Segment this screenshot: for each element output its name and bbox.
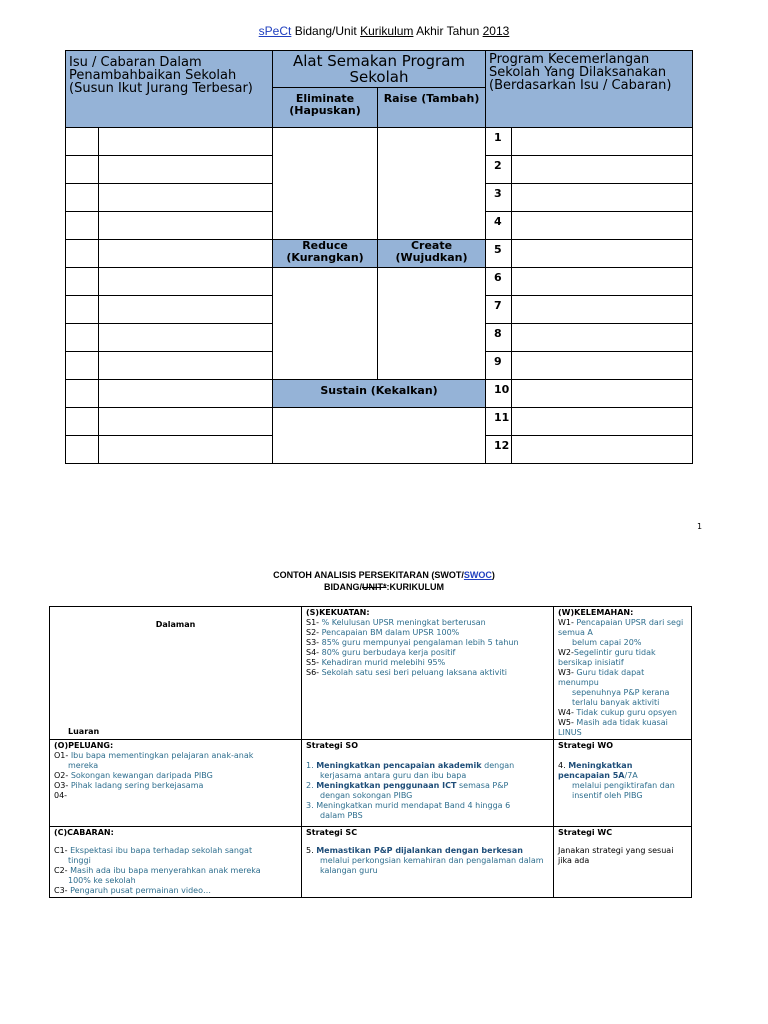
cell[interactable] — [99, 240, 273, 268]
kelemahan-cell — [554, 607, 692, 740]
cell[interactable] — [66, 352, 99, 380]
title-kurikulum: Kurikulum — [360, 24, 414, 38]
page-title — [0, 24, 768, 38]
raise-cell[interactable] — [378, 128, 486, 240]
row-number: 12 — [486, 436, 512, 464]
row-number: 8 — [486, 324, 512, 352]
cell[interactable] — [512, 212, 693, 240]
list-item: S5- Kehadiran murid melebihi 95% — [306, 658, 446, 667]
peluang-cell — [50, 740, 302, 827]
cell[interactable] — [66, 324, 99, 352]
cell[interactable] — [66, 408, 99, 436]
list-item: 04- — [54, 791, 68, 800]
cell[interactable] — [512, 156, 693, 184]
cell[interactable] — [99, 268, 273, 296]
cell[interactable] — [512, 436, 693, 464]
title-text: Bidang/Unit — [291, 24, 361, 38]
cell[interactable] — [66, 268, 99, 296]
cabaran-heading: (C)CABARAN: — [54, 828, 114, 837]
wo-item: 4. Meningkatkan pencapaian 5A/7A melalui pengiktirafan dan insentif oleh PIBG — [558, 761, 675, 800]
cell[interactable] — [99, 352, 273, 380]
swoc-link[interactable]: SWOC — [463, 570, 492, 580]
header-raise: Raise (Tambah) — [378, 88, 486, 128]
cell[interactable] — [512, 408, 693, 436]
list-item: W5- Masih ada tidak kuasai LINUS — [558, 718, 668, 737]
row-number: 1 — [486, 128, 512, 156]
row-number: 11 — [486, 408, 512, 436]
cabaran-cell — [50, 827, 302, 898]
list-item: W3- Guru tidak dapat menumpu sepenuhnya P&P kerana terlalu banyak aktiviti — [558, 668, 670, 707]
list-item: O2- Sokongan kewangan daripada PIBG — [54, 771, 213, 780]
cell[interactable] — [99, 436, 273, 464]
list-item: O3- Pihak ladang sering berkejasama — [54, 781, 204, 790]
list-item: S1- % Kelulusan UPSR meningkat berterusan — [306, 618, 486, 627]
cell[interactable] — [99, 128, 273, 156]
cell[interactable] — [66, 156, 99, 184]
cell[interactable] — [66, 128, 99, 156]
strategy-item: 1. Meningkatkan pencapaian akademik dengan kerjasama antara guru dan ibu bapa — [306, 761, 515, 780]
cell[interactable] — [512, 380, 693, 408]
sc-item: 5. Memastikan P&P dijalankan dengan berkesan melalui perkongsian kemahiran dan pengalaman dalam kalangan guru — [306, 846, 544, 875]
title-year: 2013 — [482, 24, 510, 38]
swot-table — [49, 606, 692, 898]
row-number: 2 — [486, 156, 512, 184]
cell[interactable] — [99, 212, 273, 240]
list-item: S3- 85% guru mempunyai pengalaman lebih 5 tahun — [306, 638, 519, 647]
cell[interactable] — [512, 128, 693, 156]
dalaman-luaran-cell — [50, 607, 302, 740]
kelemahan-heading: (W)KELEMAHAN: — [558, 608, 634, 617]
cell[interactable] — [66, 184, 99, 212]
list-item: S4- 80% guru berbudaya kerja positif — [306, 648, 456, 657]
header-isu: Isu / Cabaran Dalam Penambahbaikan Sekolah (Susun Ikut Jurang Terbesar) — [66, 51, 273, 128]
cell[interactable] — [66, 436, 99, 464]
cell[interactable] — [512, 268, 693, 296]
cell[interactable] — [512, 296, 693, 324]
row-number: 3 — [486, 184, 512, 212]
title-text-2: Akhir Tahun — [413, 24, 483, 38]
luaran-label: Luaran — [68, 727, 100, 736]
program-table — [65, 50, 693, 464]
cell[interactable] — [66, 212, 99, 240]
cell[interactable] — [512, 184, 693, 212]
cell[interactable] — [512, 324, 693, 352]
header-eliminate: Eliminate (Hapuskan) — [273, 88, 378, 128]
strategy-item: 2. Meningkatkan penggunaan ICT semasa P&P dengan sokongan PIBG — [306, 781, 509, 800]
cell[interactable] — [99, 380, 273, 408]
swot-title: CONTOH ANALISIS PERSEKITARAN (SWOT/SWOC) BIDANG/UNIT*:KURIKULUM — [273, 570, 495, 592]
row-number: 9 — [486, 352, 512, 380]
wc-heading: Strategi WC — [558, 828, 613, 837]
row-number: 10 — [486, 380, 512, 408]
kekuatan-cell — [302, 607, 554, 740]
row-number: 5 — [486, 240, 512, 268]
reduce-cell[interactable] — [273, 268, 378, 380]
row-number: 4 — [486, 212, 512, 240]
list-item: O1- Ibu bapa mementingkan pelajaran anak-anak mereka — [54, 751, 254, 770]
peluang-heading: (O)PELUANG: — [54, 741, 114, 750]
cell[interactable] — [66, 240, 99, 268]
spect-link[interactable]: sPeCt — [258, 24, 292, 38]
eliminate-cell[interactable] — [273, 128, 378, 240]
page-number: 1 — [697, 522, 703, 531]
list-item: S2- Pencapaian BM dalam UPSR 100% — [306, 628, 460, 637]
dalaman-label: Dalaman — [155, 620, 196, 629]
header-reduce: Reduce (Kurangkan) — [273, 240, 378, 268]
create-cell[interactable] — [378, 268, 486, 380]
cell[interactable] — [99, 156, 273, 184]
header-sustain: Sustain (Kekalkan) — [273, 380, 486, 408]
header-create: Create (Wujudkan) — [378, 240, 486, 268]
kekuatan-heading: (S)KEKUATAN: — [306, 608, 370, 617]
cell[interactable] — [66, 296, 99, 324]
header-program: Program Kecemerlangan Sekolah Yang Dilaksanakan (Berdasarkan Isu / Cabaran) — [486, 51, 693, 128]
wc-text: Janakan strategi yang sesuai jika ada — [558, 846, 674, 865]
list-item: W1- Pencapaian UPSR dari segi semua A belum capai 20% — [558, 618, 684, 647]
sustain-cell[interactable] — [273, 408, 486, 464]
header-alat: Alat Semakan Program Sekolah — [273, 51, 486, 88]
sc-heading: Strategi SC — [306, 828, 358, 837]
cell[interactable] — [512, 240, 693, 268]
list-item: C3- Pengaruh pusat permainan video… — [54, 886, 211, 895]
cell[interactable] — [99, 324, 273, 352]
strategy-item: 3. Meningkatkan murid mendapat Band 4 hingga 6 dalam PBS — [306, 801, 511, 820]
cell[interactable] — [512, 352, 693, 380]
strategi-wo-cell — [554, 740, 692, 827]
list-item: C2- Masih ada ibu bapa menyerahkan anak mereka 100% ke sekolah — [54, 866, 261, 885]
list-item: W2-Segelintir guru tidak bersikap inisiatif — [558, 648, 656, 667]
list-item: W4- Tidak cukup guru opsyen — [558, 708, 677, 717]
cell[interactable] — [99, 296, 273, 324]
so-heading: Strategi SO — [306, 741, 358, 750]
strategi-sc-cell — [302, 827, 554, 898]
list-item: C1- Ekspektasi ibu bapa terhadap sekolah sangat tinggi — [54, 846, 253, 865]
wo-heading: Strategi WO — [558, 741, 614, 750]
cell[interactable] — [99, 408, 273, 436]
list-item: S6- Sekolah satu sesi beri peluang laksana aktiviti — [306, 668, 507, 677]
strategi-wc-cell — [554, 827, 692, 898]
row-number: 7 — [486, 296, 512, 324]
strategi-so-cell — [302, 740, 554, 827]
cell[interactable] — [99, 184, 273, 212]
row-number: 6 — [486, 268, 512, 296]
cell[interactable] — [66, 380, 99, 408]
